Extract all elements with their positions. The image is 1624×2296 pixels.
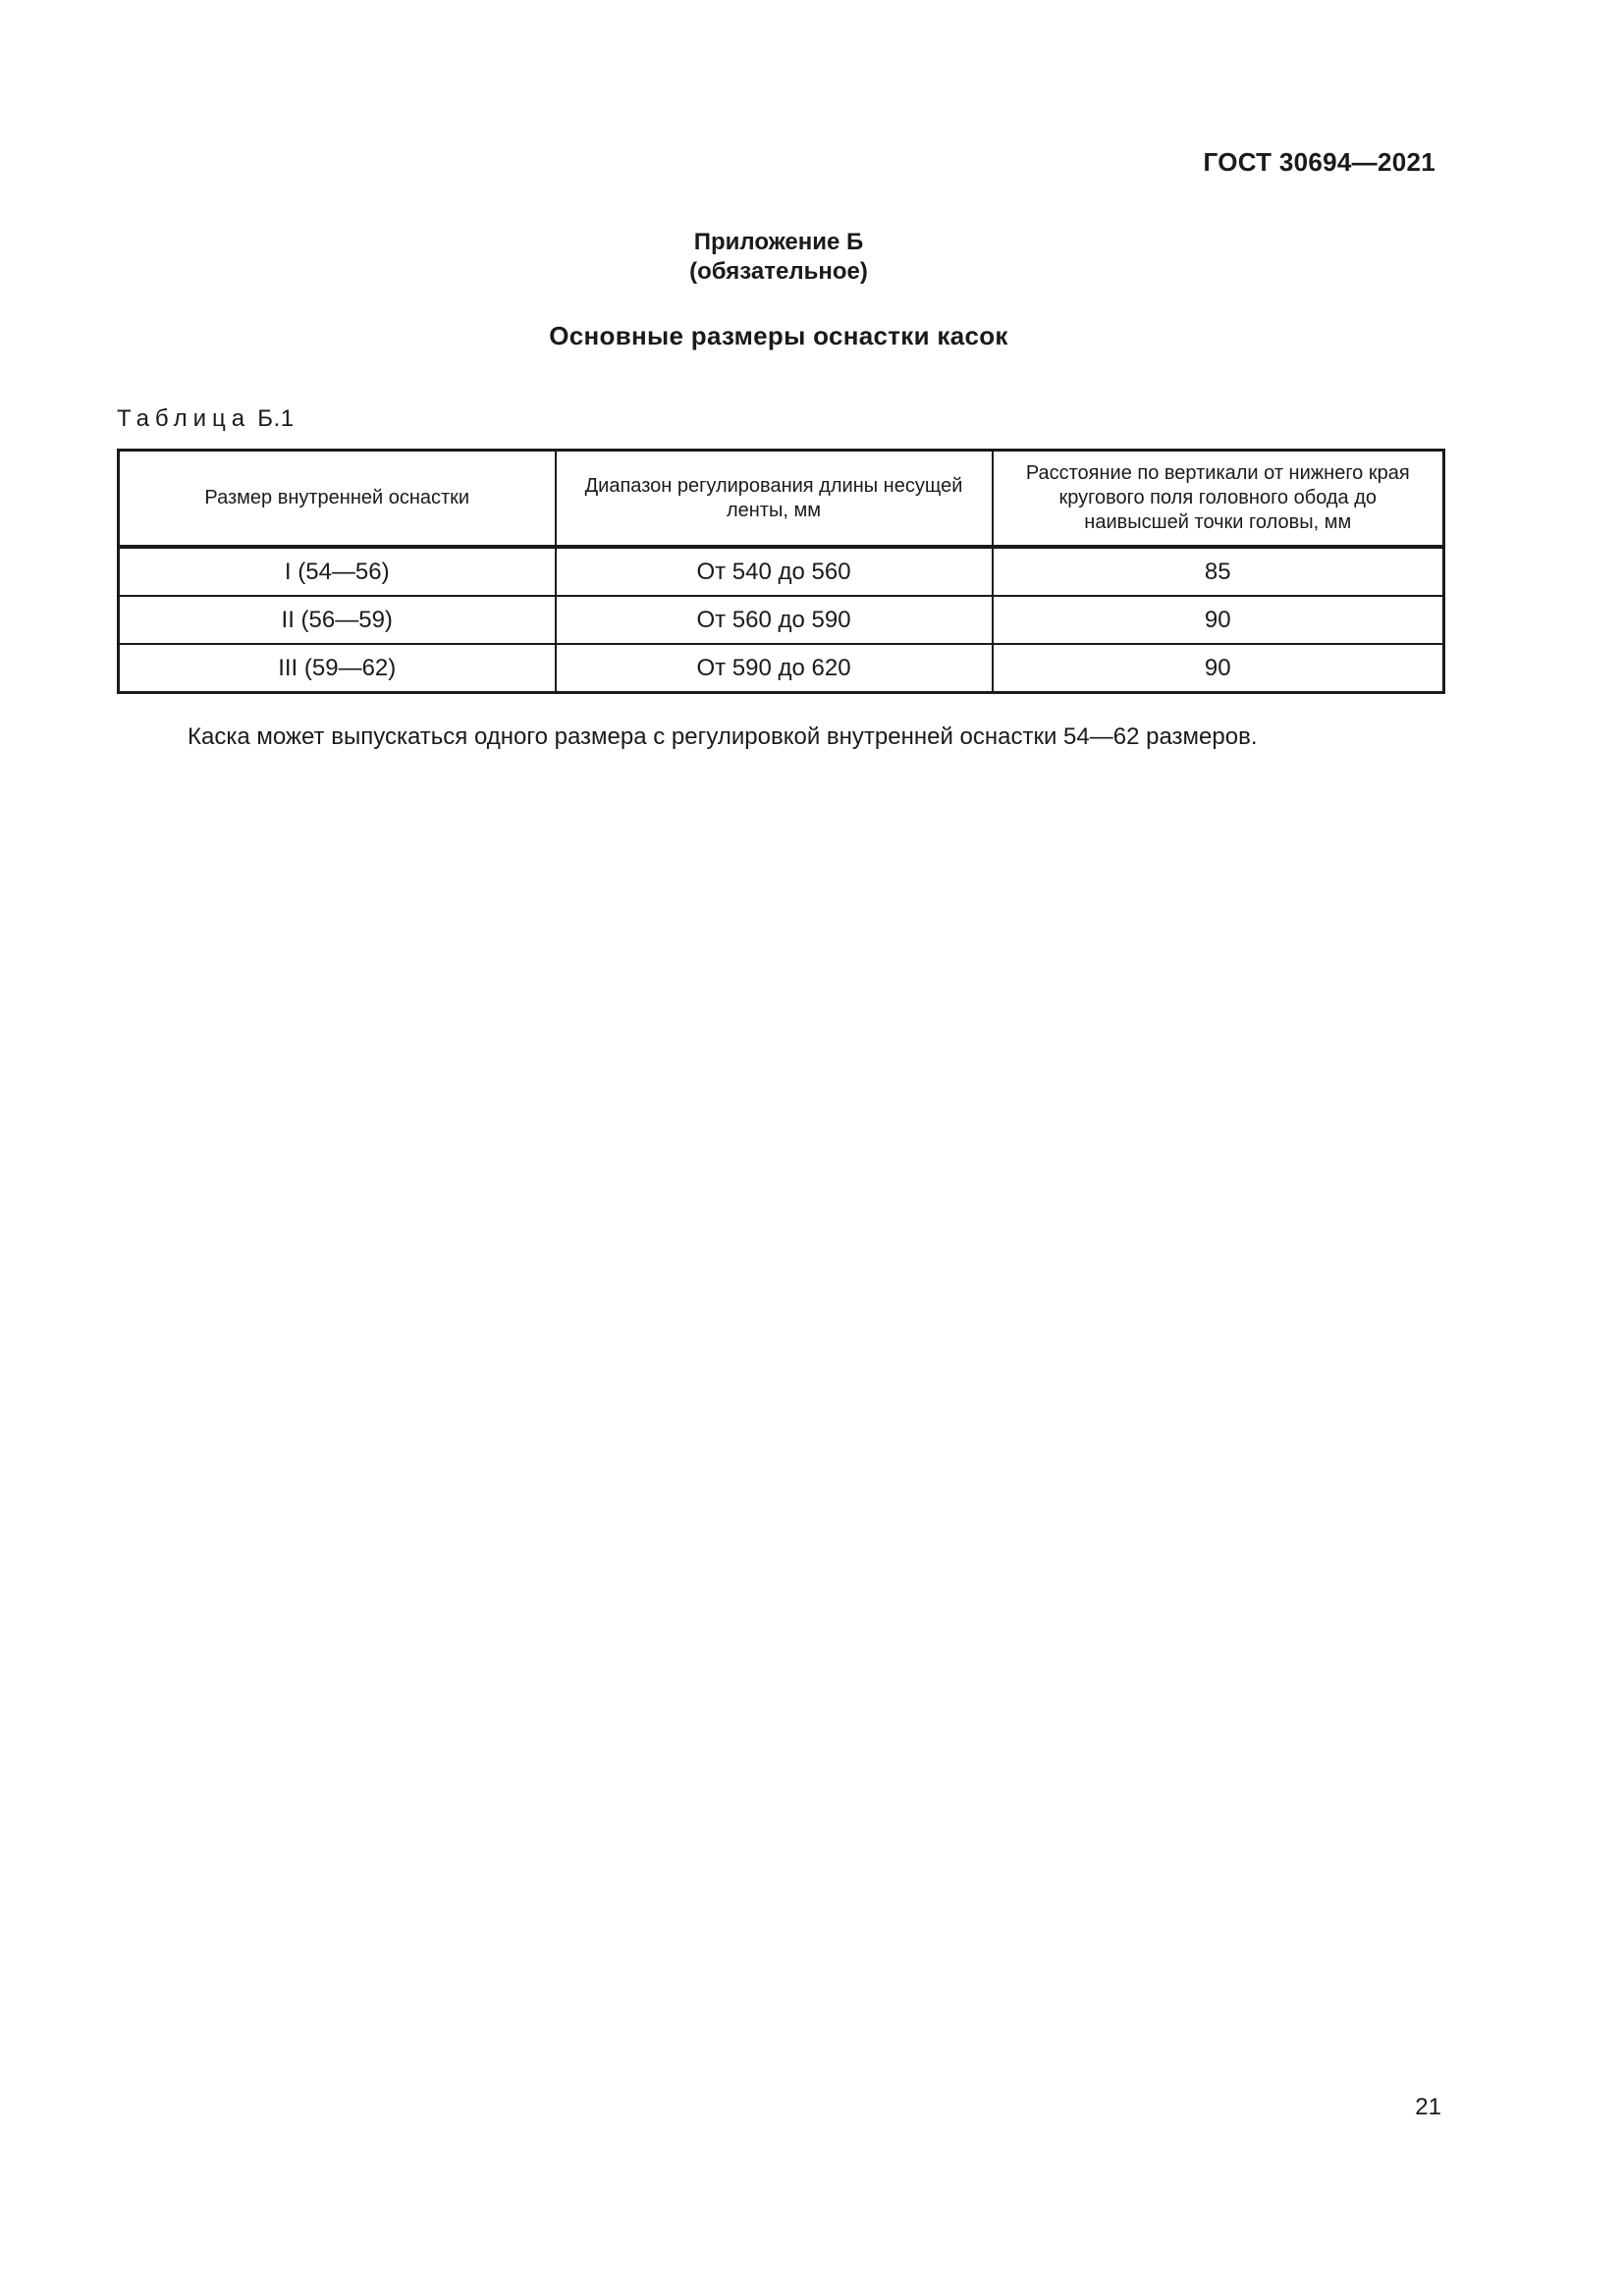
table-caption-word: Таблица [117, 405, 251, 432]
table-cell: I (54—56) [119, 547, 556, 596]
table-header-row [119, 451, 1444, 548]
table-cell: III (59—62) [119, 644, 556, 693]
header-inner-fitting-size: Размер внутренней оснастки [119, 451, 556, 548]
table-cell: II (56—59) [119, 596, 556, 644]
appendix-heading [0, 228, 1557, 287]
table-row [119, 547, 1444, 596]
sizes-table [117, 449, 1445, 694]
header-vertical-distance: Расстояние по вертикали от нижнего края кругового поля головного обода до наивысшей точки головы, мм [993, 451, 1444, 548]
appendix-status: (обязательное) [689, 258, 868, 285]
table-row [119, 596, 1444, 644]
header-band-length-range: Диапазон регулирования длины несущей ленты, мм [556, 451, 993, 548]
section-title: Основные размеры оснастки касок [549, 321, 1008, 350]
document-code: ГОСТ 30694—2021 [1203, 147, 1435, 177]
table-cell: 90 [993, 596, 1444, 644]
table-cell: 90 [993, 644, 1444, 693]
table-row [119, 644, 1444, 693]
page-number: 21 [1415, 2094, 1441, 2120]
table-cell: От 590 до 620 [556, 644, 993, 693]
appendix-title: Приложение Б [693, 229, 864, 255]
table-cell: От 560 до 590 [556, 596, 993, 644]
table-caption-number: Б.1 [257, 405, 295, 432]
table-cell: 85 [993, 547, 1444, 596]
table-caption [117, 405, 295, 433]
note-paragraph: Каска может выпускаться одного размера с регулировкой внутренней оснастки 54—62 размеров. [188, 723, 1258, 750]
table-cell: От 540 до 560 [556, 547, 993, 596]
